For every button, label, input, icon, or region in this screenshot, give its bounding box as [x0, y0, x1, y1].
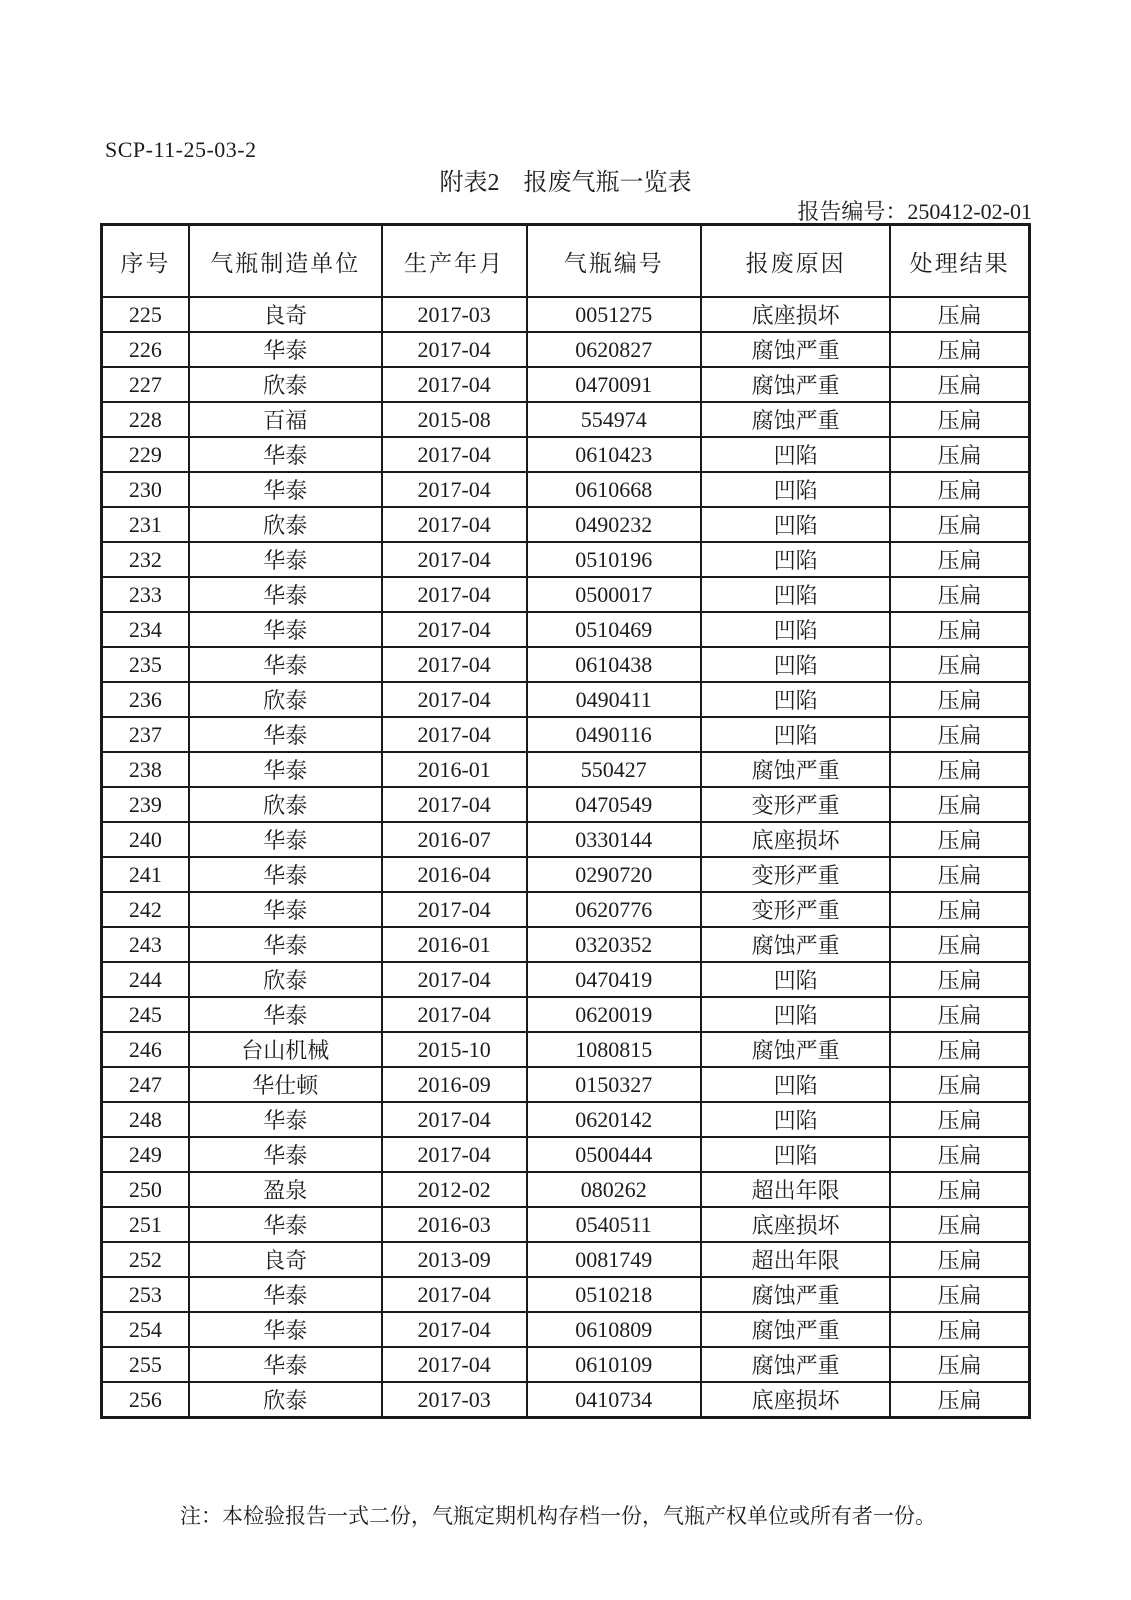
table-row — [102, 1277, 1030, 1312]
cell-disposal-result: 压扁 — [890, 892, 1029, 927]
cell-serial-no: 243 — [102, 927, 189, 962]
cell-disposal-result: 压扁 — [890, 997, 1029, 1032]
cell-cylinder-no: 0330144 — [527, 822, 701, 857]
table-row — [102, 1137, 1030, 1172]
table-row — [102, 472, 1030, 507]
table-row — [102, 962, 1030, 997]
cell-cylinder-no: 0500444 — [527, 1137, 701, 1172]
cell-scrap-reason: 腐蚀严重 — [701, 1032, 890, 1067]
table-row — [102, 822, 1030, 857]
cell-production-date: 2017-04 — [382, 717, 527, 752]
cell-production-date: 2017-04 — [382, 437, 527, 472]
cell-production-date: 2017-04 — [382, 507, 527, 542]
cell-manufacturer: 华泰 — [189, 542, 382, 577]
cell-manufacturer: 华泰 — [189, 437, 382, 472]
cell-cylinder-no: 0490232 — [527, 507, 701, 542]
report-number-line — [797, 195, 1032, 226]
cell-scrap-reason: 超出年限 — [701, 1242, 890, 1277]
cell-serial-no: 245 — [102, 997, 189, 1032]
cell-scrap-reason: 腐蚀严重 — [701, 402, 890, 437]
table-row — [102, 437, 1030, 472]
cell-serial-no: 230 — [102, 472, 189, 507]
cell-scrap-reason: 腐蚀严重 — [701, 1347, 890, 1382]
cell-disposal-result: 压扁 — [890, 962, 1029, 997]
cell-scrap-reason: 凹陷 — [701, 1102, 890, 1137]
cell-production-date: 2016-09 — [382, 1067, 527, 1102]
cell-scrap-reason: 凹陷 — [701, 577, 890, 612]
cell-cylinder-no: 0540511 — [527, 1207, 701, 1242]
cell-production-date: 2017-04 — [382, 892, 527, 927]
cell-cylinder-no: 0470419 — [527, 962, 701, 997]
cell-manufacturer: 华泰 — [189, 822, 382, 857]
cell-disposal-result: 压扁 — [890, 507, 1029, 542]
cell-serial-no: 234 — [102, 612, 189, 647]
cell-scrap-reason: 变形严重 — [701, 787, 890, 822]
table-row — [102, 787, 1030, 822]
cell-disposal-result: 压扁 — [890, 1067, 1029, 1102]
cell-scrap-reason: 腐蚀严重 — [701, 927, 890, 962]
cell-manufacturer: 华泰 — [189, 332, 382, 367]
cell-serial-no: 233 — [102, 577, 189, 612]
cell-cylinder-no: 0510196 — [527, 542, 701, 577]
cell-cylinder-no: 0610809 — [527, 1312, 701, 1347]
table-row — [102, 402, 1030, 437]
cell-disposal-result: 压扁 — [890, 857, 1029, 892]
column-header-manufacturer: 气瓶制造单位 — [189, 225, 382, 298]
cell-scrap-reason: 腐蚀严重 — [701, 332, 890, 367]
cell-disposal-result: 压扁 — [890, 682, 1029, 717]
cell-scrap-reason: 凹陷 — [701, 682, 890, 717]
cell-production-date: 2017-04 — [382, 962, 527, 997]
table-row — [102, 892, 1030, 927]
table-row — [102, 332, 1030, 367]
table-row — [102, 1207, 1030, 1242]
cell-cylinder-no: 0610668 — [527, 472, 701, 507]
cell-production-date: 2013-09 — [382, 1242, 527, 1277]
cell-production-date: 2017-04 — [382, 332, 527, 367]
table-row — [102, 612, 1030, 647]
cell-manufacturer: 台山机械 — [189, 1032, 382, 1067]
cell-disposal-result: 压扁 — [890, 647, 1029, 682]
cell-production-date: 2017-04 — [382, 542, 527, 577]
table-row — [102, 1102, 1030, 1137]
cell-cylinder-no: 0610109 — [527, 1347, 701, 1382]
cell-scrap-reason: 凹陷 — [701, 647, 890, 682]
cell-production-date: 2016-01 — [382, 752, 527, 787]
cell-cylinder-no: 0620827 — [527, 332, 701, 367]
cell-scrap-reason: 凹陷 — [701, 717, 890, 752]
cell-cylinder-no: 0610423 — [527, 437, 701, 472]
cell-manufacturer: 华泰 — [189, 1312, 382, 1347]
table-row — [102, 1242, 1030, 1277]
cell-serial-no: 249 — [102, 1137, 189, 1172]
cell-disposal-result: 压扁 — [890, 822, 1029, 857]
cell-production-date: 2015-10 — [382, 1032, 527, 1067]
cell-scrap-reason: 凹陷 — [701, 542, 890, 577]
cell-disposal-result: 压扁 — [890, 787, 1029, 822]
cell-production-date: 2017-04 — [382, 1347, 527, 1382]
cell-manufacturer: 华泰 — [189, 857, 382, 892]
cell-scrap-reason: 超出年限 — [701, 1172, 890, 1207]
cell-disposal-result: 压扁 — [890, 612, 1029, 647]
cell-disposal-result: 压扁 — [890, 1312, 1029, 1347]
cell-manufacturer: 盈泉 — [189, 1172, 382, 1207]
cell-production-date: 2015-08 — [382, 402, 527, 437]
cell-production-date: 2017-04 — [382, 1137, 527, 1172]
cell-serial-no: 227 — [102, 367, 189, 402]
cell-serial-no: 251 — [102, 1207, 189, 1242]
cell-scrap-reason: 变形严重 — [701, 892, 890, 927]
cell-serial-no: 237 — [102, 717, 189, 752]
cell-disposal-result: 压扁 — [890, 927, 1029, 962]
cell-manufacturer: 华泰 — [189, 927, 382, 962]
cell-serial-no: 255 — [102, 1347, 189, 1382]
table-row — [102, 1312, 1030, 1347]
cell-disposal-result: 压扁 — [890, 367, 1029, 402]
cell-cylinder-no: 0620019 — [527, 997, 701, 1032]
cell-scrap-reason: 腐蚀严重 — [701, 1277, 890, 1312]
table-row — [102, 752, 1030, 787]
cell-production-date: 2017-04 — [382, 1277, 527, 1312]
cell-disposal-result: 压扁 — [890, 1172, 1029, 1207]
cell-scrap-reason: 凹陷 — [701, 472, 890, 507]
cell-manufacturer: 华泰 — [189, 647, 382, 682]
cell-cylinder-no: 0081749 — [527, 1242, 701, 1277]
cell-scrap-reason: 凹陷 — [701, 1067, 890, 1102]
cell-serial-no: 226 — [102, 332, 189, 367]
cell-scrap-reason: 凹陷 — [701, 612, 890, 647]
cell-production-date: 2017-04 — [382, 1102, 527, 1137]
cell-cylinder-no: 0620142 — [527, 1102, 701, 1137]
cell-manufacturer: 良奇 — [189, 297, 382, 332]
scrap-cylinder-table-container — [100, 223, 1031, 1419]
cell-scrap-reason: 凹陷 — [701, 437, 890, 472]
table-row — [102, 647, 1030, 682]
cell-scrap-reason: 变形严重 — [701, 857, 890, 892]
table-row — [102, 542, 1030, 577]
column-header-disposal-result: 处理结果 — [890, 225, 1029, 298]
cell-production-date: 2017-04 — [382, 647, 527, 682]
cell-serial-no: 225 — [102, 297, 189, 332]
cell-disposal-result: 压扁 — [890, 297, 1029, 332]
cell-cylinder-no: 0051275 — [527, 297, 701, 332]
cell-cylinder-no: 0620776 — [527, 892, 701, 927]
column-header-production-date: 生产年月 — [382, 225, 527, 298]
cell-production-date: 2017-04 — [382, 682, 527, 717]
table-body — [102, 297, 1030, 1418]
cell-disposal-result: 压扁 — [890, 542, 1029, 577]
cell-manufacturer: 欣泰 — [189, 962, 382, 997]
cell-disposal-result: 压扁 — [890, 1242, 1029, 1277]
table-row — [102, 297, 1030, 332]
cell-manufacturer: 欣泰 — [189, 682, 382, 717]
table-row — [102, 1172, 1030, 1207]
cell-manufacturer: 华泰 — [189, 1102, 382, 1137]
cell-serial-no: 240 — [102, 822, 189, 857]
cell-production-date: 2017-04 — [382, 577, 527, 612]
cell-serial-no: 241 — [102, 857, 189, 892]
cell-disposal-result: 压扁 — [890, 717, 1029, 752]
cell-disposal-result: 压扁 — [890, 402, 1029, 437]
cell-scrap-reason: 底座损坏 — [701, 297, 890, 332]
cell-manufacturer: 欣泰 — [189, 1382, 382, 1418]
cell-production-date: 2016-07 — [382, 822, 527, 857]
cell-cylinder-no: 0410734 — [527, 1382, 701, 1418]
table-row — [102, 507, 1030, 542]
table-row — [102, 1347, 1030, 1382]
column-header-cylinder-no: 气瓶编号 — [527, 225, 701, 298]
cell-scrap-reason: 腐蚀严重 — [701, 1312, 890, 1347]
cell-manufacturer: 欣泰 — [189, 787, 382, 822]
cell-production-date: 2016-03 — [382, 1207, 527, 1242]
cell-manufacturer: 华泰 — [189, 717, 382, 752]
table-row — [102, 857, 1030, 892]
cell-production-date: 2017-04 — [382, 1312, 527, 1347]
cell-manufacturer: 华泰 — [189, 997, 382, 1032]
cell-scrap-reason: 凹陷 — [701, 997, 890, 1032]
cell-disposal-result: 压扁 — [890, 1347, 1029, 1382]
cell-disposal-result: 压扁 — [890, 752, 1029, 787]
cell-scrap-reason: 底座损坏 — [701, 1382, 890, 1418]
table-row — [102, 997, 1030, 1032]
cell-manufacturer: 华仕顿 — [189, 1067, 382, 1102]
cell-production-date: 2017-04 — [382, 997, 527, 1032]
cell-serial-no: 232 — [102, 542, 189, 577]
cell-serial-no: 250 — [102, 1172, 189, 1207]
cell-manufacturer: 华泰 — [189, 1137, 382, 1172]
cell-production-date: 2017-03 — [382, 1382, 527, 1418]
cell-cylinder-no: 0470091 — [527, 367, 701, 402]
table-row — [102, 682, 1030, 717]
cell-serial-no: 229 — [102, 437, 189, 472]
cell-production-date: 2016-01 — [382, 927, 527, 962]
cell-disposal-result: 压扁 — [890, 1102, 1029, 1137]
table-header-row — [102, 225, 1030, 298]
cell-disposal-result: 压扁 — [890, 1277, 1029, 1312]
cell-serial-no: 248 — [102, 1102, 189, 1137]
cell-disposal-result: 压扁 — [890, 1382, 1029, 1418]
footer-note: 注：本检验报告一式二份，气瓶定期机构存档一份，气瓶产权单位或所有者一份。 — [180, 1504, 936, 1528]
report-number-value: 250412-02-01 — [907, 199, 1032, 224]
cell-manufacturer: 华泰 — [189, 1347, 382, 1382]
page-title: 附表2 报废气瓶一览表 — [439, 170, 692, 196]
cell-cylinder-no: 0610438 — [527, 647, 701, 682]
cell-cylinder-no: 550427 — [527, 752, 701, 787]
cell-manufacturer: 欣泰 — [189, 507, 382, 542]
cell-serial-no: 235 — [102, 647, 189, 682]
cell-disposal-result: 压扁 — [890, 472, 1029, 507]
cell-disposal-result: 压扁 — [890, 1137, 1029, 1172]
table-row — [102, 367, 1030, 402]
column-header-scrap-reason: 报废原因 — [701, 225, 890, 298]
cell-serial-no: 253 — [102, 1277, 189, 1312]
cell-disposal-result: 压扁 — [890, 1207, 1029, 1242]
cell-disposal-result: 压扁 — [890, 1032, 1029, 1067]
cell-production-date: 2017-03 — [382, 297, 527, 332]
cell-cylinder-no: 0490116 — [527, 717, 701, 752]
scrap-cylinder-table — [100, 223, 1031, 1419]
cell-serial-no: 242 — [102, 892, 189, 927]
cell-disposal-result: 压扁 — [890, 332, 1029, 367]
document-code: SCP-11-25-03-2 — [105, 137, 257, 162]
cell-cylinder-no: 1080815 — [527, 1032, 701, 1067]
cell-production-date: 2017-04 — [382, 612, 527, 647]
cell-cylinder-no: 0510218 — [527, 1277, 701, 1312]
cell-serial-no: 254 — [102, 1312, 189, 1347]
cell-serial-no: 238 — [102, 752, 189, 787]
cell-scrap-reason: 凹陷 — [701, 1137, 890, 1172]
cell-serial-no: 252 — [102, 1242, 189, 1277]
cell-manufacturer: 华泰 — [189, 1207, 382, 1242]
cell-manufacturer: 华泰 — [189, 612, 382, 647]
table-row — [102, 927, 1030, 962]
cell-cylinder-no: 0510469 — [527, 612, 701, 647]
cell-cylinder-no: 554974 — [527, 402, 701, 437]
cell-scrap-reason: 底座损坏 — [701, 1207, 890, 1242]
cell-manufacturer: 华泰 — [189, 752, 382, 787]
cell-serial-no: 256 — [102, 1382, 189, 1418]
cell-manufacturer: 欣泰 — [189, 367, 382, 402]
cell-scrap-reason: 腐蚀严重 — [701, 752, 890, 787]
column-header-serial-no: 序号 — [102, 225, 189, 298]
cell-serial-no: 228 — [102, 402, 189, 437]
cell-cylinder-no: 0490411 — [527, 682, 701, 717]
cell-scrap-reason: 凹陷 — [701, 507, 890, 542]
cell-scrap-reason: 底座损坏 — [701, 822, 890, 857]
report-number-label: 报告编号： — [797, 199, 908, 224]
table-row — [102, 717, 1030, 752]
cell-cylinder-no: 080262 — [527, 1172, 701, 1207]
cell-production-date: 2017-04 — [382, 787, 527, 822]
cell-cylinder-no: 0150327 — [527, 1067, 701, 1102]
table-row — [102, 1032, 1030, 1067]
cell-serial-no: 231 — [102, 507, 189, 542]
cell-serial-no: 247 — [102, 1067, 189, 1102]
cell-scrap-reason: 凹陷 — [701, 962, 890, 997]
cell-cylinder-no: 0290720 — [527, 857, 701, 892]
cell-disposal-result: 压扁 — [890, 577, 1029, 612]
cell-serial-no: 246 — [102, 1032, 189, 1067]
cell-production-date: 2017-04 — [382, 367, 527, 402]
cell-disposal-result: 压扁 — [890, 437, 1029, 472]
cell-manufacturer: 华泰 — [189, 892, 382, 927]
cell-serial-no: 236 — [102, 682, 189, 717]
table-row — [102, 1382, 1030, 1418]
cell-manufacturer: 良奇 — [189, 1242, 382, 1277]
cell-manufacturer: 百福 — [189, 402, 382, 437]
cell-production-date: 2012-02 — [382, 1172, 527, 1207]
cell-scrap-reason: 腐蚀严重 — [701, 367, 890, 402]
cell-production-date: 2016-04 — [382, 857, 527, 892]
table-row — [102, 1067, 1030, 1102]
cell-manufacturer: 华泰 — [189, 472, 382, 507]
cell-serial-no: 244 — [102, 962, 189, 997]
cell-manufacturer: 华泰 — [189, 577, 382, 612]
cell-manufacturer: 华泰 — [189, 1277, 382, 1312]
table-row — [102, 577, 1030, 612]
cell-serial-no: 239 — [102, 787, 189, 822]
cell-cylinder-no: 0470549 — [527, 787, 701, 822]
cell-cylinder-no: 0320352 — [527, 927, 701, 962]
cell-production-date: 2017-04 — [382, 472, 527, 507]
cell-cylinder-no: 0500017 — [527, 577, 701, 612]
